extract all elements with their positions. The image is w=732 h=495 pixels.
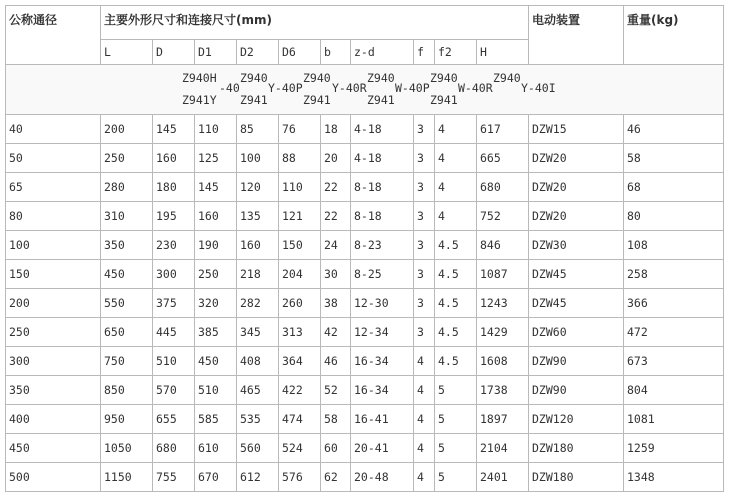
cell-L: 450 bbox=[101, 260, 153, 289]
cell-weight: 673 bbox=[624, 347, 724, 376]
cell-H: 752 bbox=[477, 202, 529, 231]
cell-D1: 110 bbox=[195, 115, 237, 144]
model-text: Y-40P bbox=[268, 81, 303, 95]
cell-D1: 145 bbox=[195, 173, 237, 202]
cell-actuator: DZW30 bbox=[529, 231, 624, 260]
model-text: Y-40I bbox=[521, 81, 556, 95]
model-numbers bbox=[6, 65, 723, 114]
cell-weight: 46 bbox=[624, 115, 724, 144]
cell-D1: 385 bbox=[195, 318, 237, 347]
table-row bbox=[6, 318, 724, 347]
model-text: Z940 bbox=[240, 71, 268, 85]
table-row bbox=[6, 202, 724, 231]
cell-b: 46 bbox=[321, 347, 351, 376]
cell-z-d: 16-41 bbox=[351, 405, 414, 434]
cell-nominal-diameter: 50 bbox=[6, 144, 101, 173]
cell-nominal-diameter: 250 bbox=[6, 318, 101, 347]
cell-weight: 1081 bbox=[624, 405, 724, 434]
cell-nominal-diameter: 300 bbox=[6, 347, 101, 376]
cell-L: 350 bbox=[101, 231, 153, 260]
subheader-f2: f2 bbox=[435, 40, 477, 65]
table-row bbox=[6, 260, 724, 289]
cell-D6: 204 bbox=[279, 260, 321, 289]
table-row bbox=[6, 144, 724, 173]
cell-L: 1150 bbox=[101, 463, 153, 492]
cell-D2: 218 bbox=[237, 260, 279, 289]
cell-f: 4 bbox=[414, 434, 435, 463]
cell-D2: 612 bbox=[237, 463, 279, 492]
cell-H: 2104 bbox=[477, 434, 529, 463]
cell-H: 1243 bbox=[477, 289, 529, 318]
model-text: Z941Y bbox=[182, 93, 217, 107]
model-text: Z940 bbox=[430, 71, 458, 85]
cell-H: 846 bbox=[477, 231, 529, 260]
cell-actuator: DZW20 bbox=[529, 202, 624, 231]
cell-f2: 4.5 bbox=[435, 318, 477, 347]
cell-D1: 585 bbox=[195, 405, 237, 434]
cell-f: 3 bbox=[414, 289, 435, 318]
cell-L: 850 bbox=[101, 376, 153, 405]
cell-D1: 320 bbox=[195, 289, 237, 318]
cell-f: 4 bbox=[414, 405, 435, 434]
cell-actuator: DZW20 bbox=[529, 144, 624, 173]
cell-f: 3 bbox=[414, 202, 435, 231]
cell-z-d: 12-30 bbox=[351, 289, 414, 318]
cell-D2: 408 bbox=[237, 347, 279, 376]
model-text: W-40P bbox=[395, 81, 430, 95]
cell-D6: 474 bbox=[279, 405, 321, 434]
model-text: Z941 bbox=[367, 93, 395, 107]
table-row bbox=[6, 115, 724, 144]
valve-spec-table-container bbox=[5, 5, 724, 492]
cell-f: 4 bbox=[414, 376, 435, 405]
cell-D6: 364 bbox=[279, 347, 321, 376]
cell-H: 1429 bbox=[477, 318, 529, 347]
cell-D: 160 bbox=[153, 144, 195, 173]
cell-D: 680 bbox=[153, 434, 195, 463]
cell-b: 22 bbox=[321, 202, 351, 231]
cell-D: 375 bbox=[153, 289, 195, 318]
model-text: Z940 bbox=[303, 71, 331, 85]
table-row bbox=[6, 173, 724, 202]
model-text: Y-40R bbox=[332, 81, 367, 95]
cell-z-d: 20-48 bbox=[351, 463, 414, 492]
cell-D6: 76 bbox=[279, 115, 321, 144]
cell-L: 1050 bbox=[101, 434, 153, 463]
cell-z-d: 4-18 bbox=[351, 115, 414, 144]
cell-L: 200 bbox=[101, 115, 153, 144]
subheader-z-d: z-d bbox=[351, 40, 414, 65]
cell-f: 3 bbox=[414, 173, 435, 202]
cell-f2: 4 bbox=[435, 144, 477, 173]
cell-D2: 120 bbox=[237, 173, 279, 202]
cell-z-d: 16-34 bbox=[351, 347, 414, 376]
cell-H: 1738 bbox=[477, 376, 529, 405]
cell-f: 4 bbox=[414, 463, 435, 492]
cell-weight: 68 bbox=[624, 173, 724, 202]
table-row bbox=[6, 434, 724, 463]
cell-f2: 4 bbox=[435, 115, 477, 144]
cell-D1: 190 bbox=[195, 231, 237, 260]
cell-b: 30 bbox=[321, 260, 351, 289]
header-weight: 重量(kg) bbox=[624, 6, 724, 65]
cell-nominal-diameter: 350 bbox=[6, 376, 101, 405]
cell-f2: 5 bbox=[435, 405, 477, 434]
model-text: Z940 bbox=[493, 71, 521, 85]
cell-f: 3 bbox=[414, 144, 435, 173]
cell-z-d: 12-34 bbox=[351, 318, 414, 347]
cell-nominal-diameter: 450 bbox=[6, 434, 101, 463]
cell-f: 3 bbox=[414, 231, 435, 260]
table-row bbox=[6, 347, 724, 376]
cell-L: 310 bbox=[101, 202, 153, 231]
cell-f2: 4 bbox=[435, 202, 477, 231]
cell-L: 750 bbox=[101, 347, 153, 376]
cell-nominal-diameter: 65 bbox=[6, 173, 101, 202]
cell-D: 445 bbox=[153, 318, 195, 347]
model-text: W-40R bbox=[458, 81, 493, 95]
cell-z-d: 4-18 bbox=[351, 144, 414, 173]
cell-actuator: DZW120 bbox=[529, 405, 624, 434]
cell-f2: 5 bbox=[435, 434, 477, 463]
cell-actuator: DZW20 bbox=[529, 173, 624, 202]
cell-nominal-diameter: 100 bbox=[6, 231, 101, 260]
cell-b: 20 bbox=[321, 144, 351, 173]
cell-f: 3 bbox=[414, 260, 435, 289]
cell-z-d: 8-18 bbox=[351, 202, 414, 231]
cell-actuator: DZW180 bbox=[529, 434, 624, 463]
cell-D1: 160 bbox=[195, 202, 237, 231]
cell-D1: 670 bbox=[195, 463, 237, 492]
model-text: Z941 bbox=[303, 93, 331, 107]
cell-L: 950 bbox=[101, 405, 153, 434]
cell-weight: 1348 bbox=[624, 463, 724, 492]
cell-L: 250 bbox=[101, 144, 153, 173]
cell-actuator: DZW15 bbox=[529, 115, 624, 144]
table-row bbox=[6, 376, 724, 405]
cell-D6: 150 bbox=[279, 231, 321, 260]
cell-b: 42 bbox=[321, 318, 351, 347]
cell-D2: 135 bbox=[237, 202, 279, 231]
cell-nominal-diameter: 400 bbox=[6, 405, 101, 434]
cell-L: 280 bbox=[101, 173, 153, 202]
model-text: -40 bbox=[219, 81, 240, 95]
cell-weight: 1259 bbox=[624, 434, 724, 463]
cell-f2: 4.5 bbox=[435, 260, 477, 289]
cell-f2: 4.5 bbox=[435, 289, 477, 318]
cell-H: 665 bbox=[477, 144, 529, 173]
cell-z-d: 20-41 bbox=[351, 434, 414, 463]
cell-D1: 510 bbox=[195, 376, 237, 405]
cell-b: 22 bbox=[321, 173, 351, 202]
cell-b: 58 bbox=[321, 405, 351, 434]
cell-f2: 5 bbox=[435, 463, 477, 492]
cell-H: 1897 bbox=[477, 405, 529, 434]
cell-f2: 5 bbox=[435, 376, 477, 405]
cell-f: 3 bbox=[414, 318, 435, 347]
cell-f: 4 bbox=[414, 347, 435, 376]
cell-H: 617 bbox=[477, 115, 529, 144]
cell-nominal-diameter: 150 bbox=[6, 260, 101, 289]
subheader-b: b bbox=[321, 40, 351, 65]
cell-z-d: 8-18 bbox=[351, 173, 414, 202]
cell-D: 180 bbox=[153, 173, 195, 202]
cell-D: 755 bbox=[153, 463, 195, 492]
cell-D2: 535 bbox=[237, 405, 279, 434]
subheader-f: f bbox=[414, 40, 435, 65]
cell-D1: 250 bbox=[195, 260, 237, 289]
cell-b: 18 bbox=[321, 115, 351, 144]
subheader-D6: D6 bbox=[279, 40, 321, 65]
cell-L: 650 bbox=[101, 318, 153, 347]
cell-D: 230 bbox=[153, 231, 195, 260]
cell-weight: 258 bbox=[624, 260, 724, 289]
subheader-L: L bbox=[101, 40, 153, 65]
model-text: Z940H bbox=[182, 71, 217, 85]
cell-f: 3 bbox=[414, 115, 435, 144]
cell-weight: 58 bbox=[624, 144, 724, 173]
cell-nominal-diameter: 80 bbox=[6, 202, 101, 231]
cell-actuator: DZW60 bbox=[529, 318, 624, 347]
cell-D: 195 bbox=[153, 202, 195, 231]
cell-b: 60 bbox=[321, 434, 351, 463]
cell-D1: 125 bbox=[195, 144, 237, 173]
subheader-D: D bbox=[153, 40, 195, 65]
cell-D2: 465 bbox=[237, 376, 279, 405]
cell-z-d: 8-25 bbox=[351, 260, 414, 289]
cell-D: 510 bbox=[153, 347, 195, 376]
cell-D: 300 bbox=[153, 260, 195, 289]
cell-D: 145 bbox=[153, 115, 195, 144]
cell-actuator: DZW45 bbox=[529, 289, 624, 318]
subheader-D1: D1 bbox=[195, 40, 237, 65]
cell-weight: 472 bbox=[624, 318, 724, 347]
cell-z-d: 16-34 bbox=[351, 376, 414, 405]
cell-H: 1608 bbox=[477, 347, 529, 376]
model-numbers-row bbox=[6, 65, 724, 115]
model-text: Z941 bbox=[430, 93, 458, 107]
cell-weight: 804 bbox=[624, 376, 724, 405]
cell-b: 62 bbox=[321, 463, 351, 492]
cell-weight: 80 bbox=[624, 202, 724, 231]
cell-D6: 121 bbox=[279, 202, 321, 231]
cell-actuator: DZW90 bbox=[529, 376, 624, 405]
table-row bbox=[6, 231, 724, 260]
table-body bbox=[6, 115, 724, 492]
cell-b: 24 bbox=[321, 231, 351, 260]
cell-H: 1087 bbox=[477, 260, 529, 289]
cell-L: 550 bbox=[101, 289, 153, 318]
table-row bbox=[6, 405, 724, 434]
cell-D6: 524 bbox=[279, 434, 321, 463]
table-row bbox=[6, 289, 724, 318]
cell-D6: 88 bbox=[279, 144, 321, 173]
cell-D2: 345 bbox=[237, 318, 279, 347]
model-text: Z940 bbox=[367, 71, 395, 85]
cell-D1: 610 bbox=[195, 434, 237, 463]
cell-nominal-diameter: 200 bbox=[6, 289, 101, 318]
cell-actuator: DZW45 bbox=[529, 260, 624, 289]
cell-D2: 100 bbox=[237, 144, 279, 173]
cell-D6: 422 bbox=[279, 376, 321, 405]
cell-D2: 160 bbox=[237, 231, 279, 260]
cell-f2: 4.5 bbox=[435, 347, 477, 376]
table-row bbox=[6, 463, 724, 492]
cell-D: 655 bbox=[153, 405, 195, 434]
cell-D6: 110 bbox=[279, 173, 321, 202]
cell-D: 570 bbox=[153, 376, 195, 405]
cell-D6: 576 bbox=[279, 463, 321, 492]
cell-z-d: 8-23 bbox=[351, 231, 414, 260]
cell-D2: 85 bbox=[237, 115, 279, 144]
cell-weight: 108 bbox=[624, 231, 724, 260]
model-text: Z941 bbox=[240, 93, 268, 107]
cell-f2: 4 bbox=[435, 173, 477, 202]
cell-actuator: DZW90 bbox=[529, 347, 624, 376]
cell-D6: 260 bbox=[279, 289, 321, 318]
cell-H: 2401 bbox=[477, 463, 529, 492]
cell-b: 38 bbox=[321, 289, 351, 318]
cell-weight: 366 bbox=[624, 289, 724, 318]
cell-actuator: DZW180 bbox=[529, 463, 624, 492]
cell-nominal-diameter: 40 bbox=[6, 115, 101, 144]
cell-D2: 282 bbox=[237, 289, 279, 318]
header-main-dimensions: 主要外形尺寸和连接尺寸(mm) bbox=[101, 6, 529, 40]
cell-f2: 4.5 bbox=[435, 231, 477, 260]
cell-D1: 450 bbox=[195, 347, 237, 376]
subheader-H: H bbox=[477, 40, 529, 65]
cell-D2: 560 bbox=[237, 434, 279, 463]
cell-H: 680 bbox=[477, 173, 529, 202]
subheader-D2: D2 bbox=[237, 40, 279, 65]
header-nominal-diameter: 公称通径 bbox=[6, 6, 101, 65]
cell-nominal-diameter: 500 bbox=[6, 463, 101, 492]
cell-b: 52 bbox=[321, 376, 351, 405]
valve-spec-table bbox=[5, 5, 724, 492]
header-actuator: 电动装置 bbox=[529, 6, 624, 65]
cell-D6: 313 bbox=[279, 318, 321, 347]
